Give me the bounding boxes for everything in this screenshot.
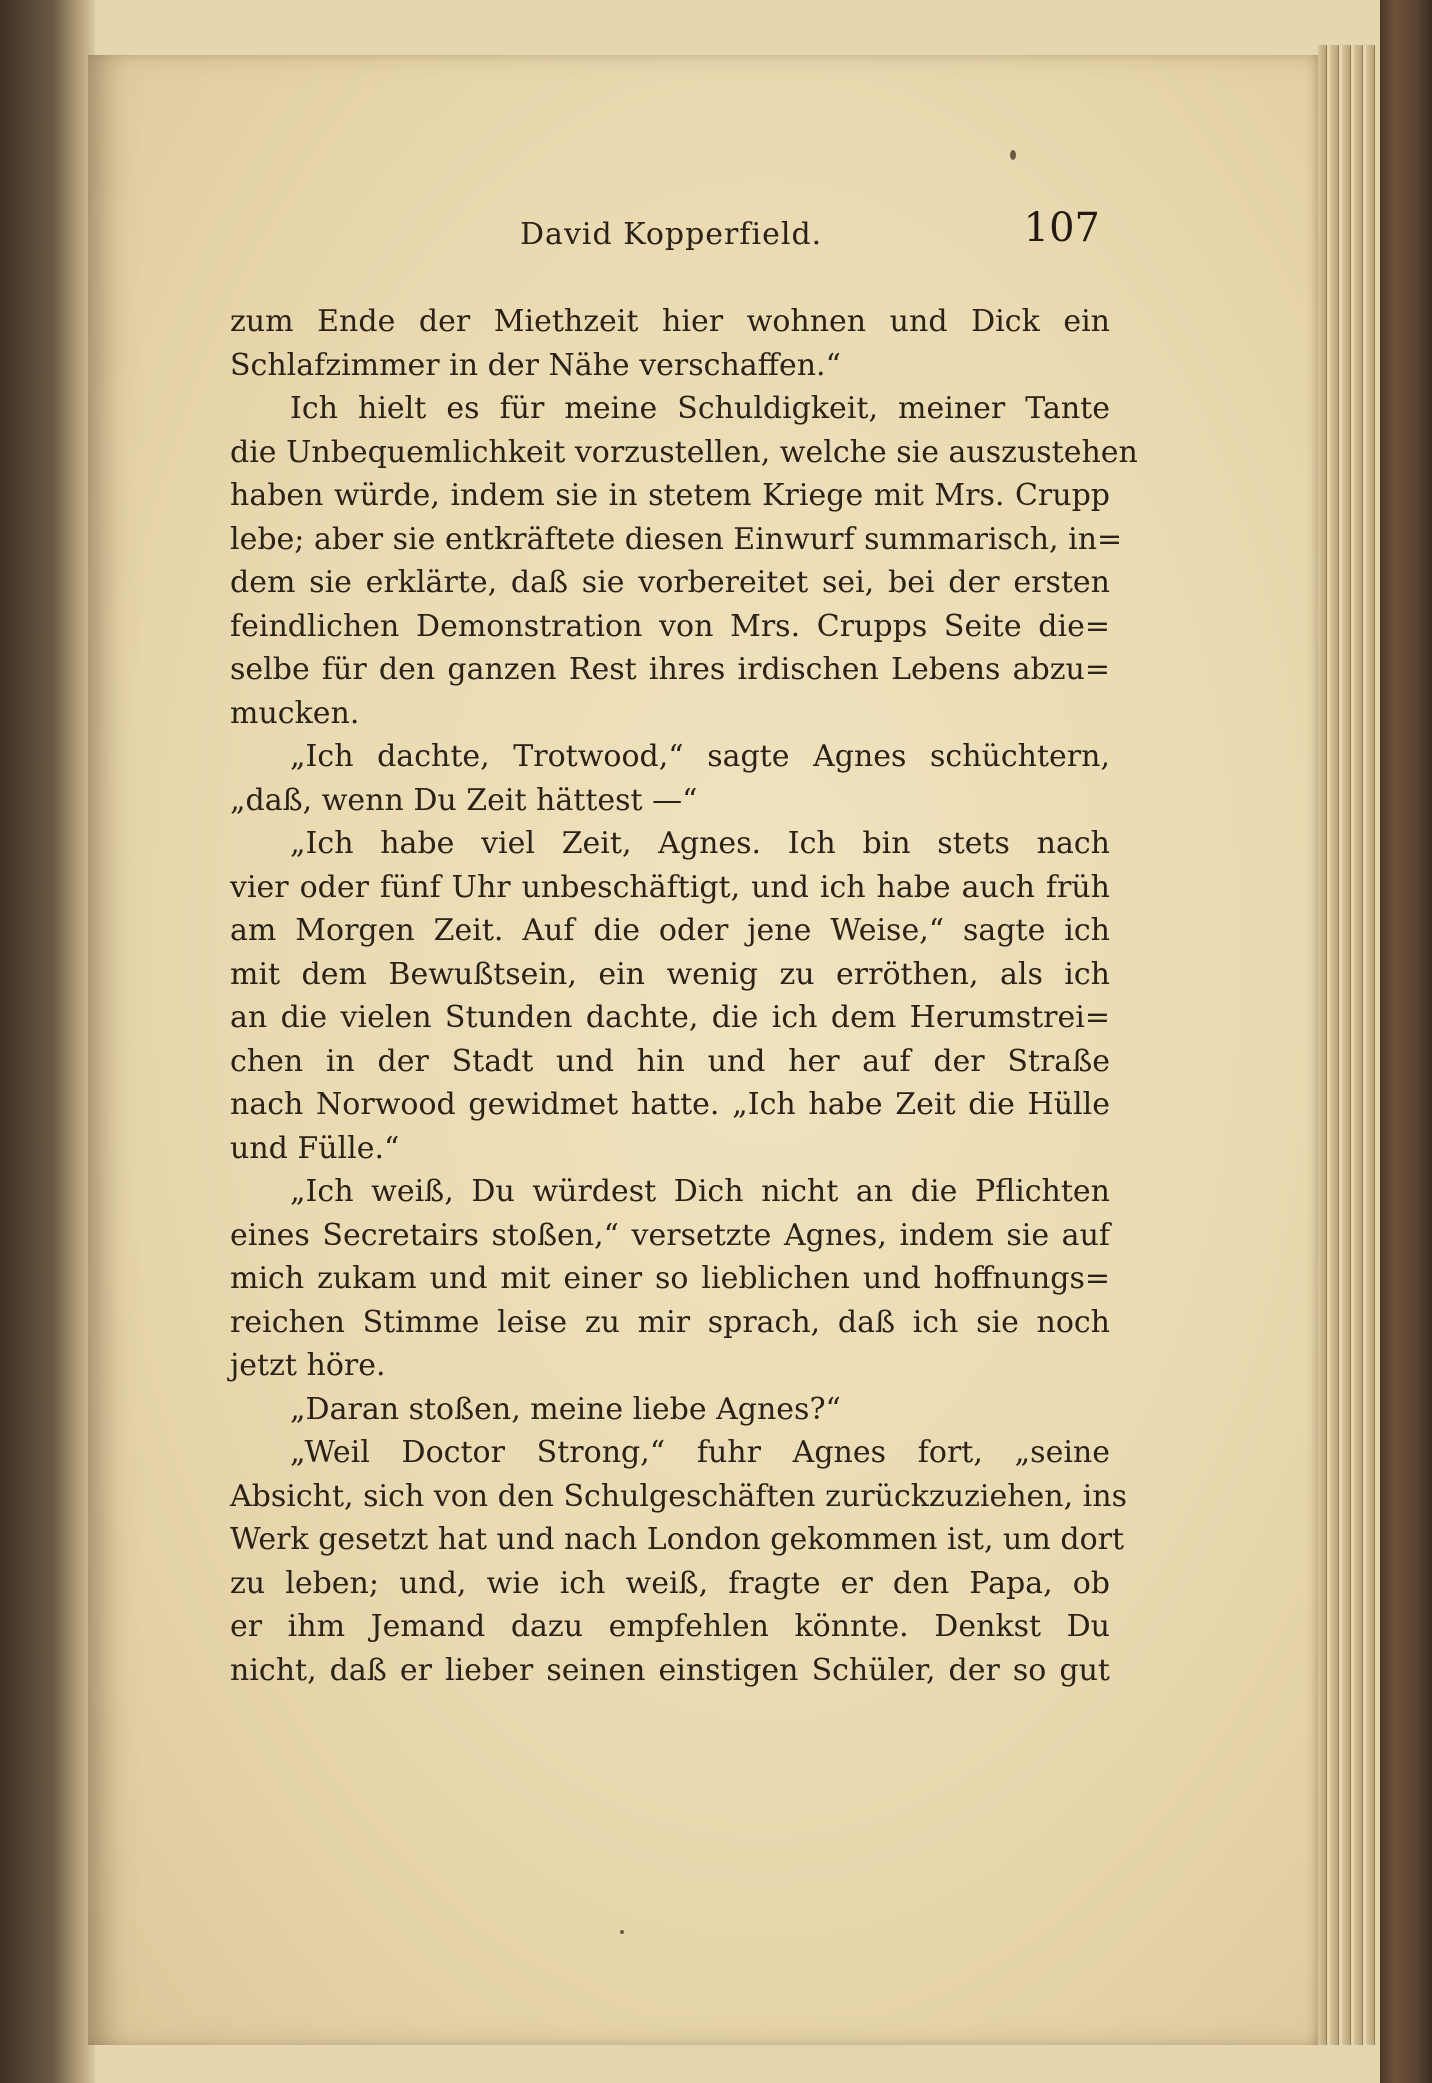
- text-line: eines Secretairs stoßen,“ versetzte Agnes, indem sie auf: [230, 1217, 1110, 1253]
- text-line: und Fülle.“: [230, 1130, 400, 1166]
- running-title: David Kopperfield.: [520, 217, 823, 252]
- page-edge-stack: [1354, 45, 1363, 2045]
- paper-speck: [620, 1930, 624, 1934]
- text-line: reichen Stimme leise zu mir sprach, daß ich sie noch: [230, 1304, 1110, 1340]
- text-line: „Ich habe viel Zeit, Agnes. Ich bin stets nach: [290, 826, 1110, 861]
- text-line: lebe; aber sie entkräftete diesen Einwurf summarisch, in=: [230, 521, 1123, 557]
- text-line: „Ich weiß, Du würdest Dich nicht an die Pflichten: [290, 1174, 1110, 1209]
- text-line: zu leben; und, wie ich weiß, fragte er den Papa, ob: [230, 1565, 1110, 1601]
- text-line: Absicht, sich von den Schulgeschäften zurückzuziehen, ins: [230, 1478, 1127, 1514]
- text-line: an die vielen Stunden dachte, die ich dem Herumstrei=: [230, 1000, 1110, 1035]
- text-line: dem sie erklärte, daß sie vorbereitet sei, bei der ersten: [230, 565, 1110, 600]
- page-edge-stack: [1330, 45, 1339, 2045]
- page-edge-stack: [1318, 45, 1327, 2045]
- text-line: nicht, daß er lieber seinen einstigen Schüler, der so gut: [230, 1652, 1110, 1688]
- text-line: die Unbequemlichkeit vorzustellen, welche sie auszustehen: [230, 434, 1138, 470]
- page-edge-stack: [1342, 45, 1351, 2045]
- page-header: [520, 205, 1100, 265]
- text-line: mich zukam und mit einer so lieblichen und hoffnungs=: [230, 1261, 1110, 1296]
- text-line: „Ich dachte, Trotwood,“ sagte Agnes schüchtern,: [290, 739, 1110, 774]
- text-line: Werk gesetzt hat und nach London gekommen ist, um dort: [230, 1522, 1125, 1557]
- text-line: „daß, wenn Du Zeit hättest —“: [230, 782, 698, 818]
- text-line: nach Norwood gewidmet hatte. „Ich habe Zeit die Hülle: [230, 1087, 1110, 1122]
- page-edge-stack: [1366, 45, 1375, 2045]
- text-line: jetzt höre.: [230, 1348, 386, 1383]
- text-line: Schlafzimmer in der Nähe verschaffen.“: [230, 347, 841, 383]
- text-line: feindlichen Demonstration von Mrs. Crupps Seite die=: [230, 608, 1110, 644]
- text-line: selbe für den ganzen Rest ihres irdischen Lebens abzu=: [230, 652, 1110, 687]
- text-line: haben würde, indem sie in stetem Kriege mit Mrs. Crupp: [230, 478, 1110, 513]
- book-cover-edge: [1380, 0, 1432, 2083]
- text-line: Ich hielt es für meine Schuldigkeit, meiner Tante: [290, 391, 1110, 426]
- text-line: am Morgen Zeit. Auf die oder jene Weise,“ sagte ich: [230, 913, 1110, 948]
- text-line: mucken.: [230, 695, 360, 731]
- text-line: vier oder fünf Uhr unbeschäftigt, und ich habe auch früh: [230, 869, 1110, 905]
- page-number: 107: [1023, 205, 1100, 251]
- paper-speck: [1010, 150, 1016, 160]
- left-page-edge: [0, 0, 95, 2083]
- body-text: [230, 300, 1138, 1692]
- text-line: er ihm Jemand dazu empfehlen könnte. Denkst Du: [230, 1609, 1110, 1644]
- text-line: chen in der Stadt und hin und her auf der Straße: [230, 1043, 1110, 1079]
- text-line: mit dem Bewußtsein, ein wenig zu erröthen, als ich: [230, 956, 1110, 992]
- text-line: „Daran stoßen, meine liebe Agnes?“: [290, 1391, 841, 1427]
- text-line: zum Ende der Miethzeit hier wohnen und Dick ein: [230, 304, 1110, 339]
- text-line: „Weil Doctor Strong,“ fuhr Agnes fort, „seine: [290, 1435, 1110, 1470]
